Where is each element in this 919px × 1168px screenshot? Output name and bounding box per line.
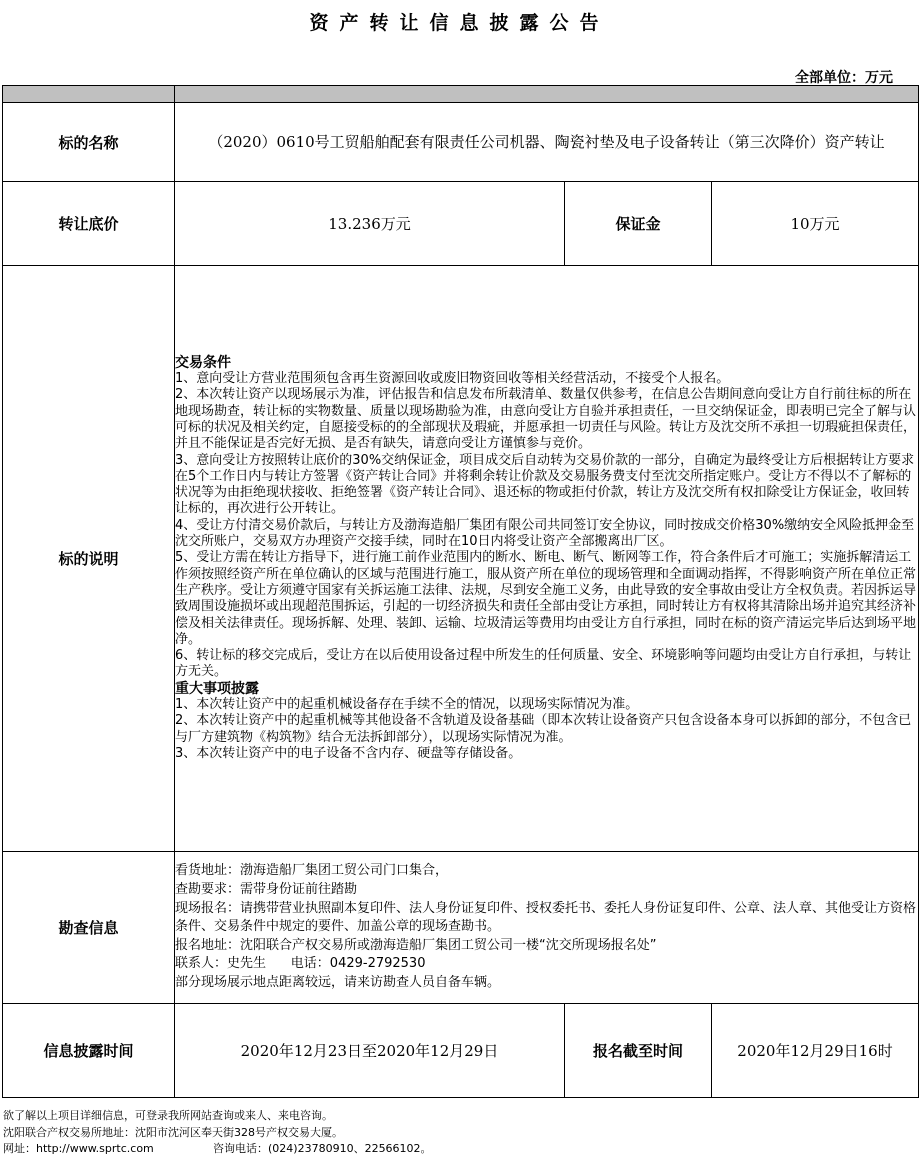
inspection-content xyxy=(175,852,919,1004)
page-title: 资产转让信息披露公告 xyxy=(309,12,610,34)
footer-phone: 咨询电话：(024)23780910、22566102。 xyxy=(213,1142,432,1155)
major-item: 3、本次转让资产中的电子设备不含内存、硬盘等存储设备。 xyxy=(175,745,522,761)
deposit-label: 保证金 xyxy=(565,182,712,266)
subject-row xyxy=(3,103,919,182)
trade-item: 5、受让方需在转让方指导下，进行施工前作业范围内的断水、断电、断气、断网等工作，符合条件后才可施工；实施拆解清运工作须按照经资产所在单位确认的区域与范围进行施工，服从资产所在单位的现场管理和全面调动指挥，不得影响资产所在单位正常生产秩序。受让方须遵守国家有关拆运施工法律、法规，尽到安全施工义务，由此导致的安全事故由受让方全权负责。若因拆运导致周围设施损坏或出现超范围拆运，引起的一切经济损失和责任全部由受让方承担，同时转让方有权将其清除出场并追究其经济补偿及相关法律责任。现场拆解、处理、装卸、运输、垃圾清运等费用均由受让方自行承担，同时在标的资产清运完毕后达到场平地净。 xyxy=(175,550,917,647)
footer-line: 欲了解以上项目详细信息，可登录我所网站查询或来人、来电咨询。 xyxy=(3,1109,333,1122)
major-item: 2、本次转让资产中的起重机械等其他设备不含轨道及设备基础（即本次转让设备资产只包含设备本身可以拆卸的部分，不包含已与厂方建筑物《构筑物》结合无法拆卸部分），以现场实际情况为准。 xyxy=(175,713,912,745)
deadline-value: 2020年12月29日16时 xyxy=(712,1004,919,1098)
inspection-row xyxy=(3,852,919,1004)
trade-item: 2、本次转让资产以现场展示为准，评估报告和信息发布所载清单、数量仅供参考，在信息公告期间意向受让方自行前往标的所在地现场勘查，转让标的实物数量、质量以现场勘验为准，由意向受让方自验并承担责任，一旦交纳保证金，即表明已完全了解与认可标的状况及相关约定，自愿接受标的的全部现状及瑕疵，并愿承担一切责任与风险。转让方及沈交所不承担一切瑕疵担保责任，并且不能保证是否完好无损、是否有缺失，请意向受让方谨慎参与竞价。 xyxy=(175,387,917,452)
trade-item: 4、受让方付清交易价款后，与转让方及渤海造船厂集团有限公司共同签订安全协议，同时按成交价格30%缴纳安全风险抵押金至沈交所账户，交易双方办理资产交接手续，同时在10日内将受让资产全部搬离出厂区。 xyxy=(175,517,915,550)
disclosure-time-label: 信息披露时间 xyxy=(3,1004,175,1098)
major-items-heading: 重大事项披露 xyxy=(175,680,259,697)
inspection-label: 勘查信息 xyxy=(3,852,175,1004)
inspection-line: 查勘要求：需带身份证前往踏勘 xyxy=(175,882,358,898)
inspection-line: 联系人：史先生 电话：0429-2792530 xyxy=(175,956,426,972)
description-content xyxy=(175,266,919,852)
trade-conditions-heading: 交易条件 xyxy=(175,354,231,371)
trade-item: 6、转让标的移交完成后，受让方在以后使用设备过程中所发生的任何质量、安全、环境影响等问题均由受让方自行承担，与转让方无关。 xyxy=(175,648,912,680)
description-label: 标的说明 xyxy=(3,266,175,852)
disclosure-time-row xyxy=(3,1004,919,1098)
deposit-value: 10万元 xyxy=(712,182,919,266)
inspection-line: 部分现场展示地点距离较远，请来访勘查人员自备车辆。 xyxy=(175,974,501,990)
shaded-cell xyxy=(3,86,175,103)
description-row xyxy=(3,266,919,852)
footer-contact xyxy=(3,1141,432,1158)
base-price-value: 13.236万元 xyxy=(175,182,565,266)
inspection-line: 看货地址：渤海造船厂集团工贸公司门口集合， xyxy=(175,863,449,879)
footer-website-link[interactable]: 网址：http://www.sprtc.com xyxy=(3,1142,154,1155)
footer-notes xyxy=(3,1108,432,1158)
subject-name-label: 标的名称 xyxy=(3,103,175,182)
unit-note: 全部单位：万元 xyxy=(795,70,893,86)
price-row xyxy=(3,182,919,266)
shaded-header-row xyxy=(3,86,919,103)
deadline-label: 报名截至时间 xyxy=(565,1004,712,1098)
subject-name-value: （2020）0610号工贸船舶配套有限责任公司机器、陶瓷衬垫及电子设备转让（第三次降价）资产转让 xyxy=(175,103,919,182)
disclosure-time-value: 2020年12月23日至2020年12月29日 xyxy=(175,1004,565,1098)
footer-address: 沈阳联合产权交易所地址：沈阳市沈河区奉天街328号产权交易大厦。 xyxy=(3,1125,343,1139)
trade-item: 1、意向受让方营业范围须包含再生资源回收或废旧物资回收等相关经营活动，不接受个人报名。 xyxy=(175,371,730,387)
disclosure-table xyxy=(2,85,919,1098)
inspection-line: 现场报名：请携带营业执照副本复印件、法人身份证复印件、授权委托书、委托人身份证复印件、公章、法人章、其他受让方资格条件、交易条件中规定的要件、加盖公章的现场查勘书。 xyxy=(175,900,917,935)
major-item: 1、本次转让资产中的起重机械设备存在手续不全的情况，以现场实际情况为准。 xyxy=(175,697,639,713)
trade-item: 3、意向受让方按照转让底价的30%交纳保证金，项目成交后自动转为交易价款的一部分，自确定为最终受让方后根据转让方要求在5个工作日内与转让方签署《资产转让合同》并将剩余转让价款及交易服务费支付至沈交所指定账户。受让方不得以不了解标的状况等为由拒绝现状接收、拒绝签署《资产转让合同》、退还标的物或拒付价款，转让方及沈交所有权扣除受让方保证金，收回转让标的，再次进行公开转让。 xyxy=(175,452,915,517)
base-price-label: 转让底价 xyxy=(3,182,175,266)
inspection-line: 报名地址：沈阳联合产权交易所或渤海造船厂集团工贸公司一楼“沈交所现场报名处” xyxy=(175,937,657,953)
shaded-cell xyxy=(175,86,919,103)
